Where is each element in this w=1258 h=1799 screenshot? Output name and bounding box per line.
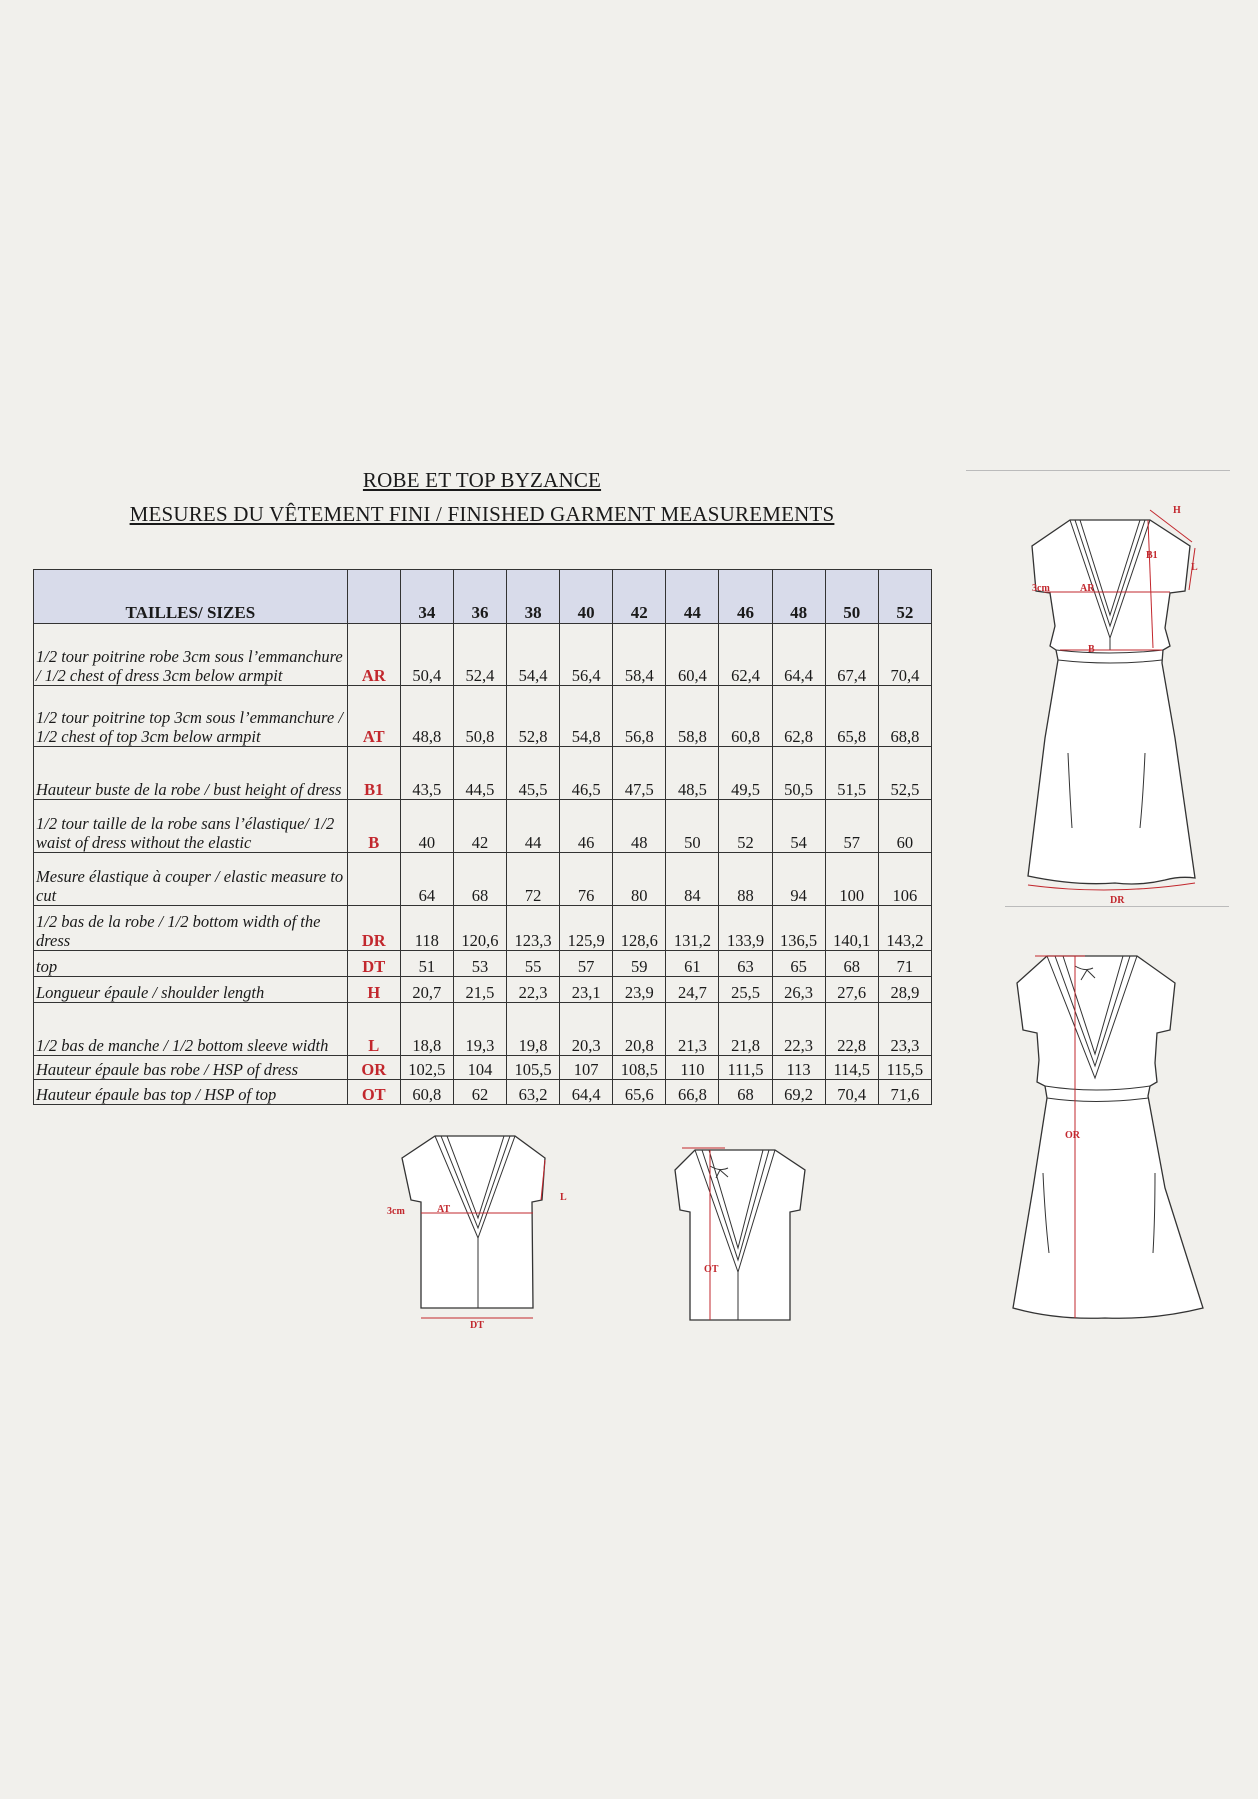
measurement-cell: 62,4 (719, 624, 772, 686)
measurement-cell: 22,3 (507, 977, 560, 1003)
measurement-cell: 65 (772, 951, 825, 977)
measurement-cell: 22,8 (825, 1003, 878, 1056)
dim-label-b: B (1088, 644, 1095, 655)
measurement-cell: 52,8 (507, 686, 560, 747)
measurement-cell: 80 (613, 853, 666, 906)
measurement-cell: 55 (507, 951, 560, 977)
measurement-cell: 108,5 (613, 1056, 666, 1080)
measurement-cell: 71 (878, 951, 931, 977)
measurement-cell: 56,4 (560, 624, 613, 686)
dim-label-l: L (1191, 562, 1198, 573)
measurement-cell: 68 (719, 1080, 772, 1105)
measurement-cell: 20,3 (560, 1003, 613, 1056)
measurement-cell: 62,8 (772, 686, 825, 747)
measurement-cell: 69,2 (772, 1080, 825, 1105)
table-row (34, 624, 932, 686)
measurement-cell: 84 (666, 853, 719, 906)
table-header-row (34, 570, 932, 624)
row-label: Mesure élastique à couper / elastic measure to cut (34, 853, 348, 906)
table-row (34, 977, 932, 1003)
measurement-cell: 50,4 (400, 624, 453, 686)
measurement-cell: 88 (719, 853, 772, 906)
dim-label-dr: DR (1110, 895, 1125, 906)
measurement-cell: 102,5 (400, 1056, 453, 1080)
row-label: 1/2 tour poitrine robe 3cm sous l’emmanchure / 1/2 chest of dress 3cm below armpit (34, 624, 348, 686)
size-header: 34 (400, 570, 453, 624)
measurement-cell: 49,5 (719, 747, 772, 800)
measurement-cell: 23,9 (613, 977, 666, 1003)
measurement-cell: 63,2 (507, 1080, 560, 1105)
measurement-cell: 22,3 (772, 1003, 825, 1056)
measurement-cell: 51 (400, 951, 453, 977)
measurement-cell: 68 (825, 951, 878, 977)
sizes-header-label: TAILLES/ SIZES (34, 570, 348, 624)
measurement-cell: 27,6 (825, 977, 878, 1003)
measurement-cell: 48,8 (400, 686, 453, 747)
size-header: 48 (772, 570, 825, 624)
measurement-cell: 52,4 (453, 624, 506, 686)
top-back-drawing (660, 1142, 835, 1332)
measurement-cell: 128,6 (613, 906, 666, 951)
measurement-cell: 105,5 (507, 1056, 560, 1080)
row-label: Hauteur buste de la robe / bust height of dress (34, 747, 348, 800)
measurement-cell: 44 (507, 800, 560, 853)
measurement-cell: 60 (878, 800, 931, 853)
row-code: H (347, 977, 400, 1003)
size-header: 50 (825, 570, 878, 624)
measurement-cell: 61 (666, 951, 719, 977)
measurement-cell: 133,9 (719, 906, 772, 951)
measurement-cell: 58,4 (613, 624, 666, 686)
separator-line (966, 470, 1230, 471)
measurement-cell: 123,3 (507, 906, 560, 951)
measurement-cell: 115,5 (878, 1056, 931, 1080)
measurement-cell: 113 (772, 1056, 825, 1080)
measurement-cell: 106 (878, 853, 931, 906)
measurement-cell: 54 (772, 800, 825, 853)
row-code: AR (347, 624, 400, 686)
measurement-cell: 18,8 (400, 1003, 453, 1056)
document-subtitle: MESURES DU VÊTEMENT FINI / FINISHED GARMENT MEASUREMENTS (129, 502, 835, 526)
measurement-cell: 94 (772, 853, 825, 906)
measurement-cell: 21,5 (453, 977, 506, 1003)
measurement-cell: 120,6 (453, 906, 506, 951)
measurement-cell: 57 (825, 800, 878, 853)
row-code: DR (347, 906, 400, 951)
row-code (347, 853, 400, 906)
measurement-cell: 68,8 (878, 686, 931, 747)
table-row (34, 1056, 932, 1080)
dim-label-3cm: 3cm (1032, 583, 1050, 594)
measurement-cell: 59 (613, 951, 666, 977)
measurement-cell: 65,6 (613, 1080, 666, 1105)
row-label: Longueur épaule / shoulder length (34, 977, 348, 1003)
measurement-cell: 50,8 (453, 686, 506, 747)
table-row (34, 951, 932, 977)
measurement-cell: 20,8 (613, 1003, 666, 1056)
measurement-cell: 58,8 (666, 686, 719, 747)
measurement-cell: 47,5 (613, 747, 666, 800)
row-code: B (347, 800, 400, 853)
code-header (347, 570, 400, 624)
measurement-cell: 64 (400, 853, 453, 906)
table-row (34, 686, 932, 747)
row-label: 1/2 bas de manche / 1/2 bottom sleeve width (34, 1003, 348, 1056)
table-row (34, 1003, 932, 1056)
measurement-cell: 60,8 (719, 686, 772, 747)
measurement-cell: 63 (719, 951, 772, 977)
measurement-cell: 54,8 (560, 686, 613, 747)
measurement-cell: 56,8 (613, 686, 666, 747)
measurement-cell: 43,5 (400, 747, 453, 800)
measurement-cell: 72 (507, 853, 560, 906)
measurement-cell: 65,8 (825, 686, 878, 747)
measurement-cell: 53 (453, 951, 506, 977)
table-row (34, 853, 932, 906)
measurement-cell: 52,5 (878, 747, 931, 800)
dim-label-b1: B1 (1146, 550, 1158, 561)
measurement-cell: 136,5 (772, 906, 825, 951)
measurement-cell: 143,2 (878, 906, 931, 951)
measurement-cell: 67,4 (825, 624, 878, 686)
measurement-cell: 46,5 (560, 747, 613, 800)
row-label: Hauteur épaule bas robe / HSP of dress (34, 1056, 348, 1080)
row-code: DT (347, 951, 400, 977)
measurement-cell: 60,8 (400, 1080, 453, 1105)
top-front-drawing (385, 1128, 580, 1328)
measurement-cell: 25,5 (719, 977, 772, 1003)
measurement-cell: 64,4 (560, 1080, 613, 1105)
measurement-cell: 21,3 (666, 1003, 719, 1056)
measurement-cell: 54,4 (507, 624, 560, 686)
size-header: 36 (453, 570, 506, 624)
measurement-cell: 19,8 (507, 1003, 560, 1056)
size-header: 46 (719, 570, 772, 624)
measurement-cell: 71,6 (878, 1080, 931, 1105)
measurement-cell: 24,7 (666, 977, 719, 1003)
measurement-cell: 20,7 (400, 977, 453, 1003)
measurement-cell: 66,8 (666, 1080, 719, 1105)
measurement-cell: 23,3 (878, 1003, 931, 1056)
dim-label-h: H (1173, 505, 1181, 516)
table-row (34, 800, 932, 853)
row-label: 1/2 tour poitrine top 3cm sous l’emmanchure / 1/2 chest of top 3cm below armpit (34, 686, 348, 747)
size-header: 42 (613, 570, 666, 624)
row-label: Hauteur épaule bas top / HSP of top (34, 1080, 348, 1105)
measurement-cell: 125,9 (560, 906, 613, 951)
measurement-cell: 140,1 (825, 906, 878, 951)
row-label: 1/2 tour taille de la robe sans l’élastique/ 1/2 waist of dress without the elastic (34, 800, 348, 853)
measurement-cell: 23,1 (560, 977, 613, 1003)
measurement-cell: 118 (400, 906, 453, 951)
measurement-cell: 111,5 (719, 1056, 772, 1080)
document-title: ROBE ET TOP BYZANCE (362, 468, 602, 492)
measurement-cell: 64,4 (772, 624, 825, 686)
dress-front-drawing (1020, 498, 1235, 908)
dim-label-l: L (560, 1192, 567, 1203)
table-row (34, 1080, 932, 1105)
row-code: L (347, 1003, 400, 1056)
measurement-cell: 44,5 (453, 747, 506, 800)
measurement-cell: 52 (719, 800, 772, 853)
dim-label-or: OR (1065, 1130, 1080, 1141)
dim-label-dt: DT (470, 1320, 484, 1328)
row-code: OT (347, 1080, 400, 1105)
measurement-cell: 40 (400, 800, 453, 853)
measurement-cell: 50 (666, 800, 719, 853)
measurement-cell: 57 (560, 951, 613, 977)
row-code: B1 (347, 747, 400, 800)
measurement-cell: 48,5 (666, 747, 719, 800)
measurement-cell: 107 (560, 1056, 613, 1080)
row-code: AT (347, 686, 400, 747)
measurement-cell: 70,4 (878, 624, 931, 686)
table-row (34, 906, 932, 951)
measurement-cell: 45,5 (507, 747, 560, 800)
measurement-cell: 76 (560, 853, 613, 906)
table-row (34, 747, 932, 800)
measurement-cell: 68 (453, 853, 506, 906)
measurement-cell: 51,5 (825, 747, 878, 800)
size-header: 52 (878, 570, 931, 624)
measurement-cell: 21,8 (719, 1003, 772, 1056)
measurement-cell: 42 (453, 800, 506, 853)
measurement-cell: 28,9 (878, 977, 931, 1003)
size-header: 40 (560, 570, 613, 624)
measurement-cell: 50,5 (772, 747, 825, 800)
row-label: top (34, 951, 348, 977)
measurement-cell: 46 (560, 800, 613, 853)
measurement-cell: 26,3 (772, 977, 825, 1003)
measurement-cell: 131,2 (666, 906, 719, 951)
dim-label-3cm: 3cm (387, 1206, 405, 1217)
measurement-cell: 100 (825, 853, 878, 906)
row-code: OR (347, 1056, 400, 1080)
measurement-cell: 70,4 (825, 1080, 878, 1105)
size-header: 44 (666, 570, 719, 624)
dress-back-drawing (1005, 948, 1220, 1333)
size-header: 38 (507, 570, 560, 624)
measurements-table (33, 569, 932, 1105)
measurement-cell: 19,3 (453, 1003, 506, 1056)
dim-label-ar: AR (1080, 583, 1095, 594)
measurement-cell: 110 (666, 1056, 719, 1080)
measurement-cell: 114,5 (825, 1056, 878, 1080)
measurement-cell: 62 (453, 1080, 506, 1105)
row-label: 1/2 bas de la robe / 1/2 bottom width of the dress (34, 906, 348, 951)
measurement-cell: 60,4 (666, 624, 719, 686)
dim-label-ot: OT (704, 1264, 719, 1275)
measurement-cell: 48 (613, 800, 666, 853)
dim-label-at: AT (437, 1204, 451, 1215)
measurement-cell: 104 (453, 1056, 506, 1080)
